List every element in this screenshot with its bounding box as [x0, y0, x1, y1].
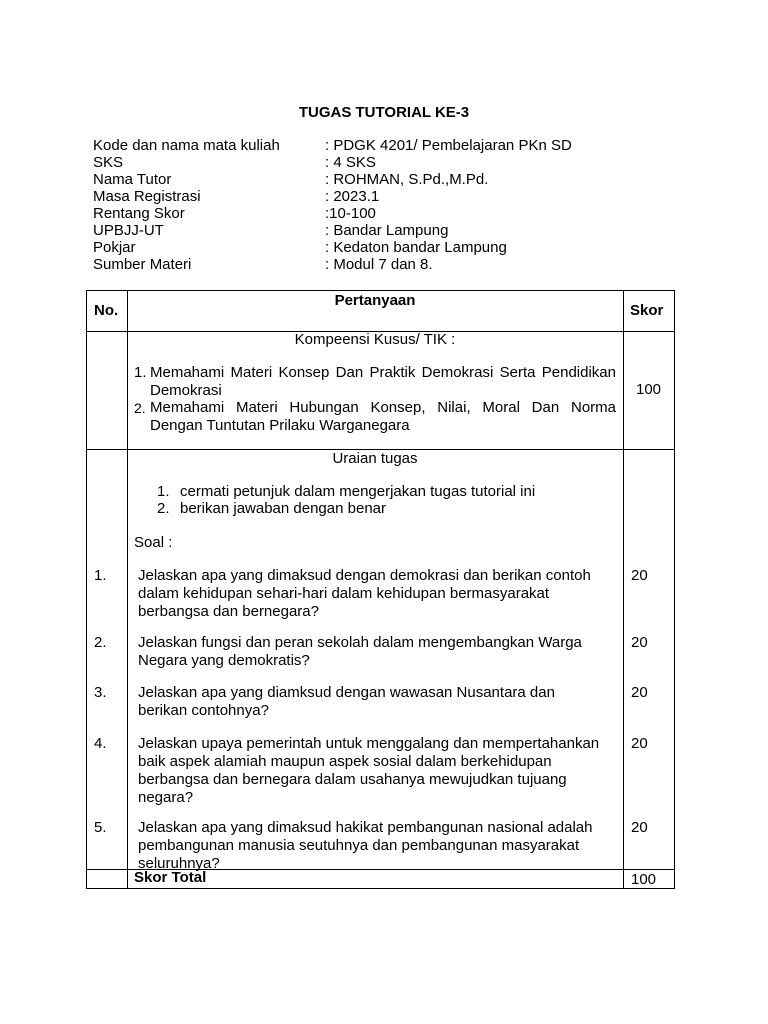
info-label: Pokjar: [93, 239, 136, 256]
info-value: : PDGK 4201/ Pembelajaran PKn SD: [325, 137, 572, 154]
question-number: 3.: [94, 684, 107, 701]
table-rule-score: [623, 290, 624, 889]
info-label: Rentang Skor: [93, 205, 185, 222]
info-row-score-range: [93, 205, 572, 222]
info-label: UPBJJ-UT: [93, 222, 164, 239]
course-info: [93, 137, 572, 273]
info-row-course: [93, 137, 572, 154]
competency-number: 1.: [134, 364, 147, 381]
question-number: 5.: [94, 819, 107, 836]
table-border-bottom: [86, 888, 675, 889]
competency-text: Memahami Materi Hubungan Konsep, Nilai, Moral Dan Norma Dengan Tuntutan Prilaku Warganegara: [150, 399, 616, 434]
total-label: Skor Total: [134, 869, 207, 886]
competency-score: 100: [635, 381, 662, 398]
question-text: Jelaskan upaya pemerintah untuk menggalang dan mempertahankan baik aspek alamiah maupun aspek sosial dalam berkehidupan berbangsa dan bernegara dalam usahanya mewujudkan tujuang negara?: [138, 735, 600, 806]
info-label: Nama Tutor: [93, 171, 172, 188]
soal-label: Soal :: [134, 534, 173, 551]
document-title: TUGAS TUTORIAL KE-3: [298, 104, 470, 121]
info-label: SKS: [93, 154, 124, 171]
question-text: Jelaskan apa yang diamksud dengan wawasan Nusantara dan berikan contohnya?: [138, 684, 555, 719]
question-number: 1.: [94, 567, 107, 584]
info-value: :10-100: [325, 205, 376, 222]
info-value: : 2023.1: [325, 188, 380, 205]
info-value: : ROHMAN, S.Pd.,M.Pd.: [325, 171, 489, 188]
question-text: Jelaskan fungsi dan peran sekolah dalam mengembangkan Warga Negara yang demokratis?: [138, 634, 582, 669]
info-row-pokjar: [93, 239, 572, 256]
table-border-right: [674, 290, 675, 889]
question-score: 20: [631, 634, 648, 651]
question-score: 20: [631, 684, 648, 701]
table-rule-no: [127, 290, 128, 889]
competency-number: 2.: [134, 400, 146, 416]
instruction-number: 1.: [157, 483, 170, 500]
instruction-text: berikan jawaban dengan benar: [180, 500, 386, 517]
table-border-top: [86, 290, 675, 291]
info-value: : 4 SKS: [325, 154, 376, 171]
info-row-upbjj: [93, 222, 572, 239]
info-row-sks: [93, 154, 572, 171]
question-text: Jelaskan apa yang dimaksud dengan demokrasi dan berikan contoh dalam kehidupan sehari-hari dalam kehidupan bermasyarakat berbangsa dan bernegara?: [138, 567, 591, 620]
instruction-text: cermati petunjuk dalam mengerjakan tugas tutorial ini: [180, 483, 536, 500]
instruction-number: 2.: [157, 500, 170, 517]
competency-text: Memahami Materi Konsep Dan Praktik Demokrasi Serta Pendidikan Demokrasi: [150, 364, 616, 399]
info-label: Masa Registrasi: [93, 188, 201, 205]
table-border-left: [86, 290, 87, 889]
info-value: : Bandar Lampung: [325, 222, 449, 239]
question-score: 20: [631, 567, 648, 584]
info-row-registration: [93, 188, 572, 205]
question-score: 20: [631, 819, 648, 836]
info-value: : Modul 7 dan 8.: [325, 256, 433, 273]
info-label: Kode dan nama mata kuliah: [93, 137, 280, 154]
competency-heading: Kompeensi Kusus/ TIK :: [294, 331, 456, 348]
total-score: 100: [631, 871, 657, 888]
info-label: Sumber Materi: [93, 256, 192, 273]
assignment-table: [86, 290, 675, 889]
question-score: 20: [631, 735, 648, 752]
info-row-source: [93, 256, 572, 273]
question-number: 4.: [94, 735, 107, 752]
header-score: Skor: [630, 302, 664, 319]
header-question: Pertanyaan: [334, 292, 416, 309]
task-heading: Uraian tugas: [332, 450, 418, 467]
question-number: 2.: [94, 634, 107, 651]
info-row-tutor: [93, 171, 572, 188]
question-text: Jelaskan apa yang dimaksud hakikat pembangunan nasional adalah pembangunan manusia seutuhnya dan pembangunan masyarakat seluruhnya?: [138, 819, 593, 872]
info-value: : Kedaton bandar Lampung: [325, 239, 507, 256]
header-no: No.: [94, 302, 119, 319]
